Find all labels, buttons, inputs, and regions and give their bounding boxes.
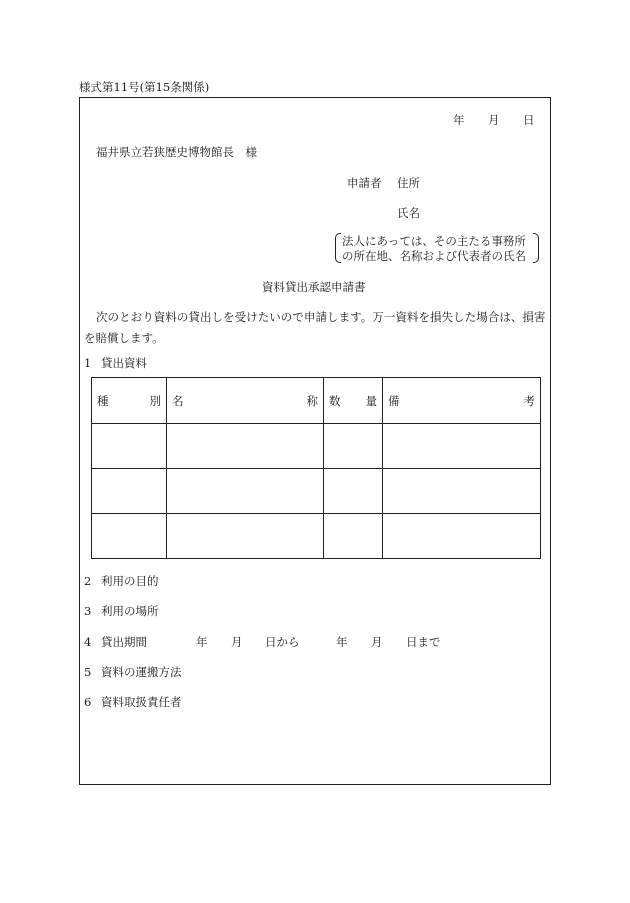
name-label: 氏名 xyxy=(397,206,420,220)
address-label: 住所 xyxy=(397,176,420,190)
table-cell[interactable] xyxy=(167,514,324,559)
section-3-label: 利用の場所 xyxy=(101,604,159,618)
table-cell[interactable] xyxy=(383,514,541,559)
left-bracket xyxy=(335,233,341,263)
corp-note-line-1: 法人にあっては、その主たる事務所 xyxy=(342,234,526,248)
period-from: 日から xyxy=(265,635,300,649)
period-month-2: 月 xyxy=(371,635,383,649)
section-1-label: 貸出資料 xyxy=(101,356,147,370)
corporate-note xyxy=(335,233,539,265)
right-bracket xyxy=(533,233,539,263)
table-cell[interactable] xyxy=(324,514,383,559)
period-month-1: 月 xyxy=(231,635,243,649)
section-1-number: 1 xyxy=(84,356,92,370)
body-text-line-1: 次のとおり資料の貸出しを受けたいので申請します。万一資料を損失した場合は、損害 xyxy=(96,310,546,324)
body-text-line-2: を賠償します。 xyxy=(84,331,164,345)
table-cell[interactable] xyxy=(167,469,324,514)
table-header-row xyxy=(92,378,541,424)
section-4-label: 貸出期間 xyxy=(101,635,147,649)
header-quantity: 数 量 xyxy=(324,378,383,424)
section-5-label: 資料の運搬方法 xyxy=(101,665,182,679)
date-year: 年 xyxy=(453,113,465,127)
date-day: 日 xyxy=(523,113,535,127)
table-cell[interactable] xyxy=(92,469,167,514)
section-3-number: 3 xyxy=(84,604,92,618)
form-number: 様式第11号(第15条関係) xyxy=(79,80,210,94)
table-cell[interactable] xyxy=(324,424,383,469)
corp-note-line-2: の所在地、名称および代表者の氏名 xyxy=(342,249,526,263)
period-until: 日まで xyxy=(406,635,441,649)
table-row xyxy=(92,424,541,469)
table-cell[interactable] xyxy=(383,469,541,514)
section-4-number: 4 xyxy=(84,635,92,649)
header-type: 種 別 xyxy=(92,378,167,424)
table-row xyxy=(92,469,541,514)
period-year-1: 年 xyxy=(196,635,208,649)
applicant-label: 申請者 xyxy=(347,176,382,190)
table-row xyxy=(92,514,541,559)
table-cell[interactable] xyxy=(167,424,324,469)
section-6-label: 資料取扱責任者 xyxy=(101,695,182,709)
addressee: 福井県立若狭歴史博物館長 様 xyxy=(96,145,257,159)
header-name: 名 称 xyxy=(167,378,324,424)
date-month: 月 xyxy=(488,113,500,127)
table-cell[interactable] xyxy=(92,514,167,559)
section-5-number: 5 xyxy=(84,665,92,679)
section-2-number: 2 xyxy=(84,574,92,588)
section-6-number: 6 xyxy=(84,695,92,709)
period-year-2: 年 xyxy=(336,635,348,649)
section-2-label: 利用の目的 xyxy=(101,574,159,588)
table-cell[interactable] xyxy=(383,424,541,469)
document-title: 資料貸出承認申請書 xyxy=(262,280,366,294)
header-remarks: 備 考 xyxy=(383,378,541,424)
loan-items-table xyxy=(91,377,541,559)
table-cell[interactable] xyxy=(324,469,383,514)
table-cell[interactable] xyxy=(92,424,167,469)
